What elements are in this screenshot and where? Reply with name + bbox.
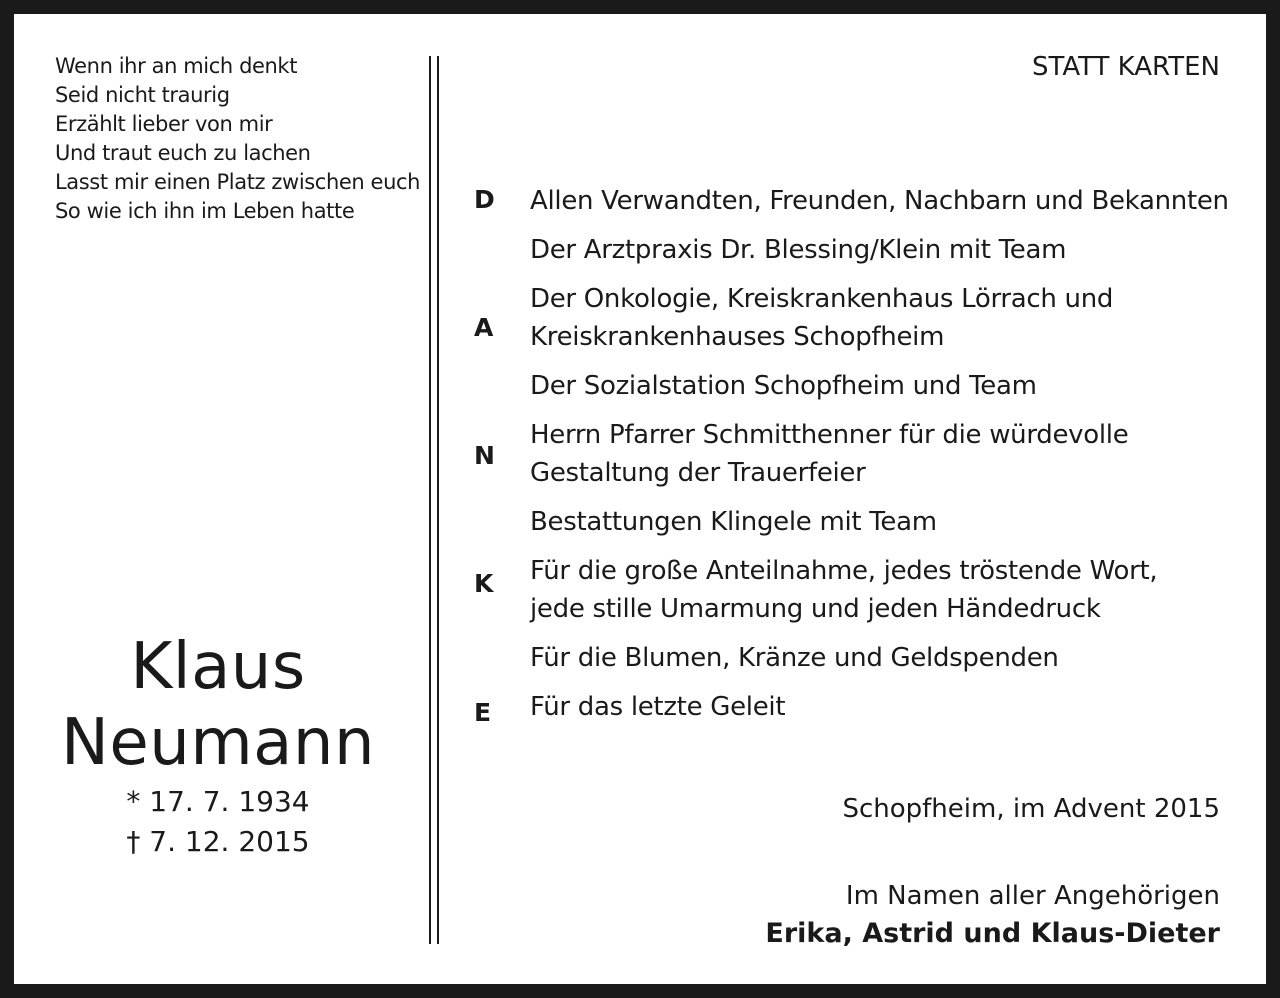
poem-line: Wenn ihr an mich denkt <box>55 54 298 78</box>
poem <box>55 52 420 226</box>
thanks-entry <box>530 182 1229 220</box>
thanks-line: Für die große Anteilnahme, jedes tröstende Wort, <box>530 556 1158 586</box>
poem-line: Und traut euch zu lachen <box>55 141 311 165</box>
thanks-line: Kreiskrankenhauses Schopfheim <box>530 322 945 352</box>
acrostic-letter: N <box>474 441 495 470</box>
thanks-line: Herrn Pfarrer Schmitthenner für die würdevolle <box>530 420 1129 450</box>
thanks-line: Der Arztpraxis Dr. Blessing/Klein mit Team <box>530 235 1067 265</box>
thanks-entry <box>530 280 1229 356</box>
deceased-last-name: Neumann <box>61 706 375 780</box>
poem-line: Lasst mir einen Platz zwischen euch <box>55 170 421 194</box>
acrostic-letter: A <box>474 313 494 342</box>
thanks-line: Für die Blumen, Kränze und Geldspenden <box>530 643 1059 673</box>
thanks-line: Für das letzte Geleit <box>530 692 786 722</box>
statt-karten-label: STATT KARTEN <box>1031 52 1220 82</box>
thanks-entry <box>530 416 1229 492</box>
thanks-line: Gestaltung der Trauerfeier <box>530 458 866 488</box>
thanks-list <box>530 182 1229 737</box>
thanks-entry <box>530 639 1229 677</box>
signature-names: Erika, Astrid und Klaus-Dieter <box>765 918 1220 949</box>
thanks-entry <box>530 231 1229 269</box>
thanks-line: Bestattungen Klingele mit Team <box>530 507 937 537</box>
thanks-entry <box>530 367 1229 405</box>
thanks-entry <box>530 688 1229 726</box>
poem-line: So wie ich ihn im Leben hatte <box>55 199 355 223</box>
thanks-line: Der Sozialstation Schopfheim und Team <box>530 371 1037 401</box>
acrostic-letter: D <box>474 185 495 214</box>
death-date: † 7. 12. 2015 <box>126 825 310 858</box>
deceased-first-name: Klaus <box>130 630 306 704</box>
thanks-line: jede stille Umarmung und jeden Händedruck <box>530 594 1101 624</box>
signature-intro: Im Namen aller Angehörigen <box>845 881 1220 911</box>
acrostic-letter: E <box>474 698 492 727</box>
thanks-line: Allen Verwandten, Freunden, Nachbarn und Bekannten <box>530 186 1229 216</box>
thanks-line: Der Onkologie, Kreiskrankenhaus Lörrach und <box>530 284 1114 314</box>
divider-line <box>429 56 431 944</box>
poem-line: Seid nicht traurig <box>55 83 230 107</box>
poem-line: Erzählt lieber von mir <box>55 112 273 136</box>
place-date: Schopfheim, im Advent 2015 <box>842 794 1220 824</box>
obituary-card <box>14 14 1266 984</box>
deceased-block <box>14 629 422 861</box>
thanks-entry <box>530 503 1229 541</box>
thanks-entry <box>530 552 1229 628</box>
acrostic-letter: K <box>474 569 494 598</box>
birth-date: * 17. 7. 1934 <box>126 785 310 818</box>
divider-line <box>437 56 439 944</box>
